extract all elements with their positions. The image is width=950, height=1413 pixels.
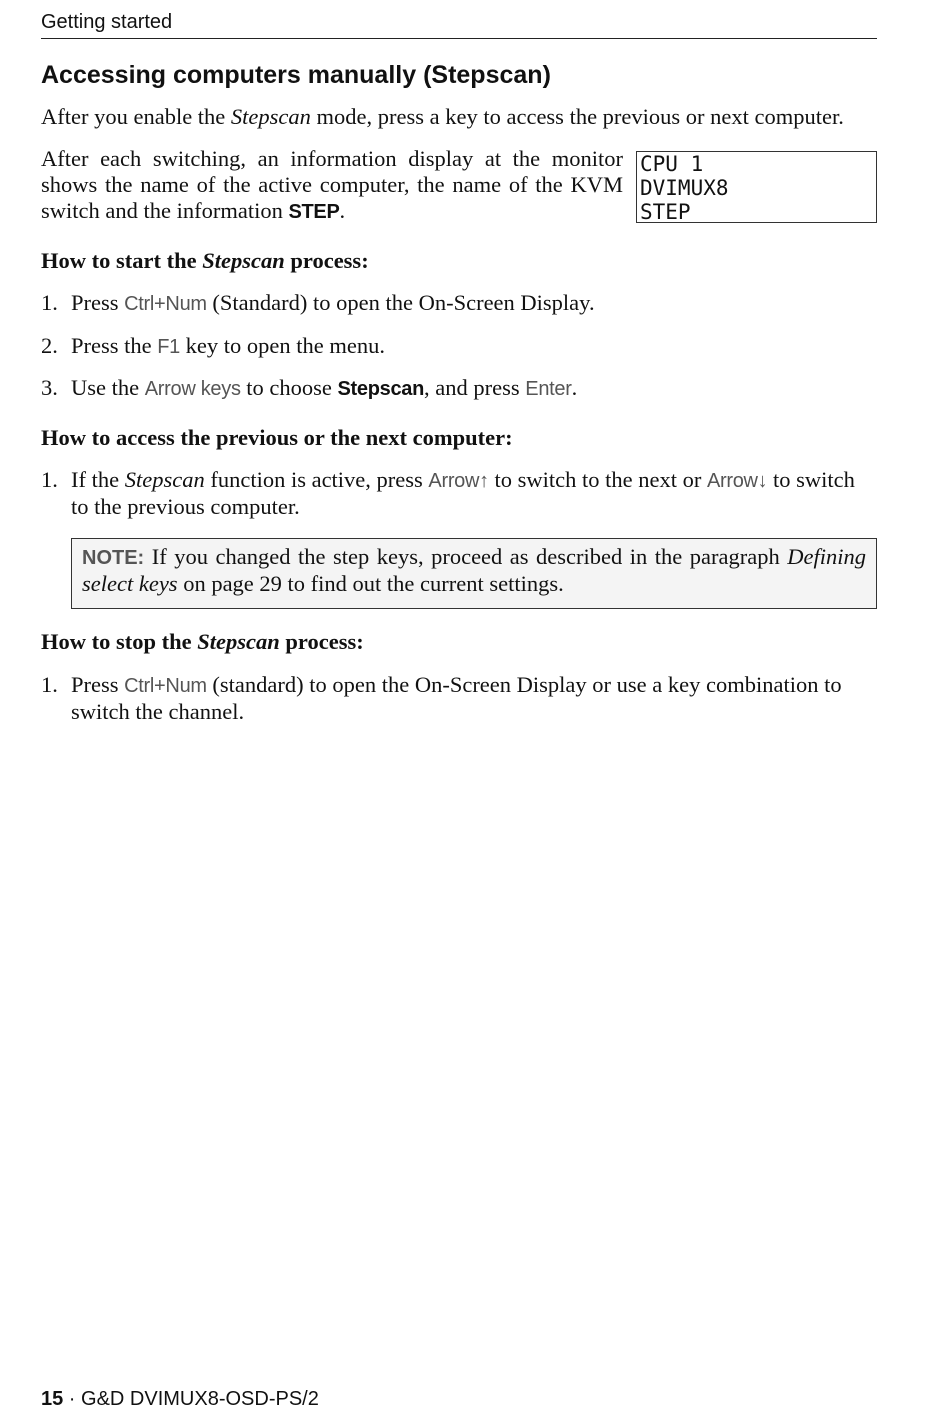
start-heading-after: process: [284,248,369,273]
intro-paragraph [41,104,881,130]
stop-step-1 [41,672,877,725]
osd-info-display-box [636,151,877,223]
key-enter: Enter [525,378,572,400]
step-text: to choose [240,375,338,400]
access-process-heading: How to access the previous or the next computer: [41,425,513,450]
osd-line-mode: STEP [640,200,691,224]
note-label: NOTE: [82,547,145,569]
start-heading-italic: Stepscan [202,248,285,273]
stop-heading-after: process: [279,629,364,654]
info-end: . [339,198,346,223]
footer-product: G&D DVIMUX8-OSD-PS/2 [81,1388,319,1410]
step-number: 3. [41,375,58,400]
step-text: Press [71,672,125,697]
note-box [71,538,877,609]
running-header-title: Getting started [41,11,173,33]
start-step-3 [41,375,877,402]
intro-text-after: mode, press a key to access the previous or next computer. [310,104,844,129]
start-heading-before: How to start the [41,248,203,273]
intro-text-before: After you enable the [41,104,231,129]
step-text: function is active, press [204,467,429,492]
note-link-text: Defining select keys [82,544,866,596]
start-step-2 [41,333,877,360]
start-step-1 [41,290,877,317]
step-number: 1. [41,672,58,697]
key-arrow-down: Arrow↓ [706,470,768,492]
info-keyword: STEP [288,201,340,223]
key-f1: F1 [157,336,180,358]
note-text: If you changed the step keys, proceed as described in the paragraph [144,544,788,569]
step-text: key to open the menu. [180,333,385,358]
step-text: Press the [71,333,158,358]
step-number: 1. [41,467,58,492]
step-text: to switch to the next or [488,467,707,492]
step-text: If the [71,467,125,492]
info-text: After each switching, an information display at the monitor shows the name of the active computer, the name of the KVM switch and the information [41,146,623,223]
step-text: . [571,375,578,400]
step-text: Press [71,290,125,315]
step-number: 2. [41,333,58,358]
key-arrow-up: Arrow↑ [428,470,489,492]
step-text: , and press [424,375,526,400]
key-ctrl-num: Ctrl+Num [124,675,207,697]
footer-separator: · [63,1388,82,1410]
key-ctrl-num: Ctrl+Num [124,293,207,315]
osd-line-switch: DVIMUX8 [640,176,729,200]
running-header [41,10,877,39]
section-title: Accessing computers manually (Stepscan) [41,61,551,89]
step-text: Use the [71,375,145,400]
menu-item-stepscan: Stepscan [337,378,425,400]
info-display-paragraph [41,146,623,225]
access-step-1 [41,467,877,520]
page-footer [41,1387,319,1411]
key-arrow-keys: Arrow keys [144,378,241,400]
osd-line-computer: CPU 1 [640,152,704,176]
page-number: 15 [41,1388,64,1410]
step-text: (Standard) to open the On-Screen Display. [206,290,595,315]
stop-heading-italic: Stepscan [197,629,280,654]
start-process-heading [41,248,369,274]
step-number: 1. [41,290,58,315]
step-italic: Stepscan [124,467,205,492]
intro-mode-name: Stepscan [230,104,311,129]
stop-heading-before: How to stop the [41,629,198,654]
step-text: (standard) to open the On-Screen Display or use a key combination to switch the channel. [71,672,842,724]
note-text: on page 29 to find out the current settings. [177,571,564,596]
stop-process-heading [41,629,364,655]
step-text: to switch to the previous computer. [71,467,855,519]
